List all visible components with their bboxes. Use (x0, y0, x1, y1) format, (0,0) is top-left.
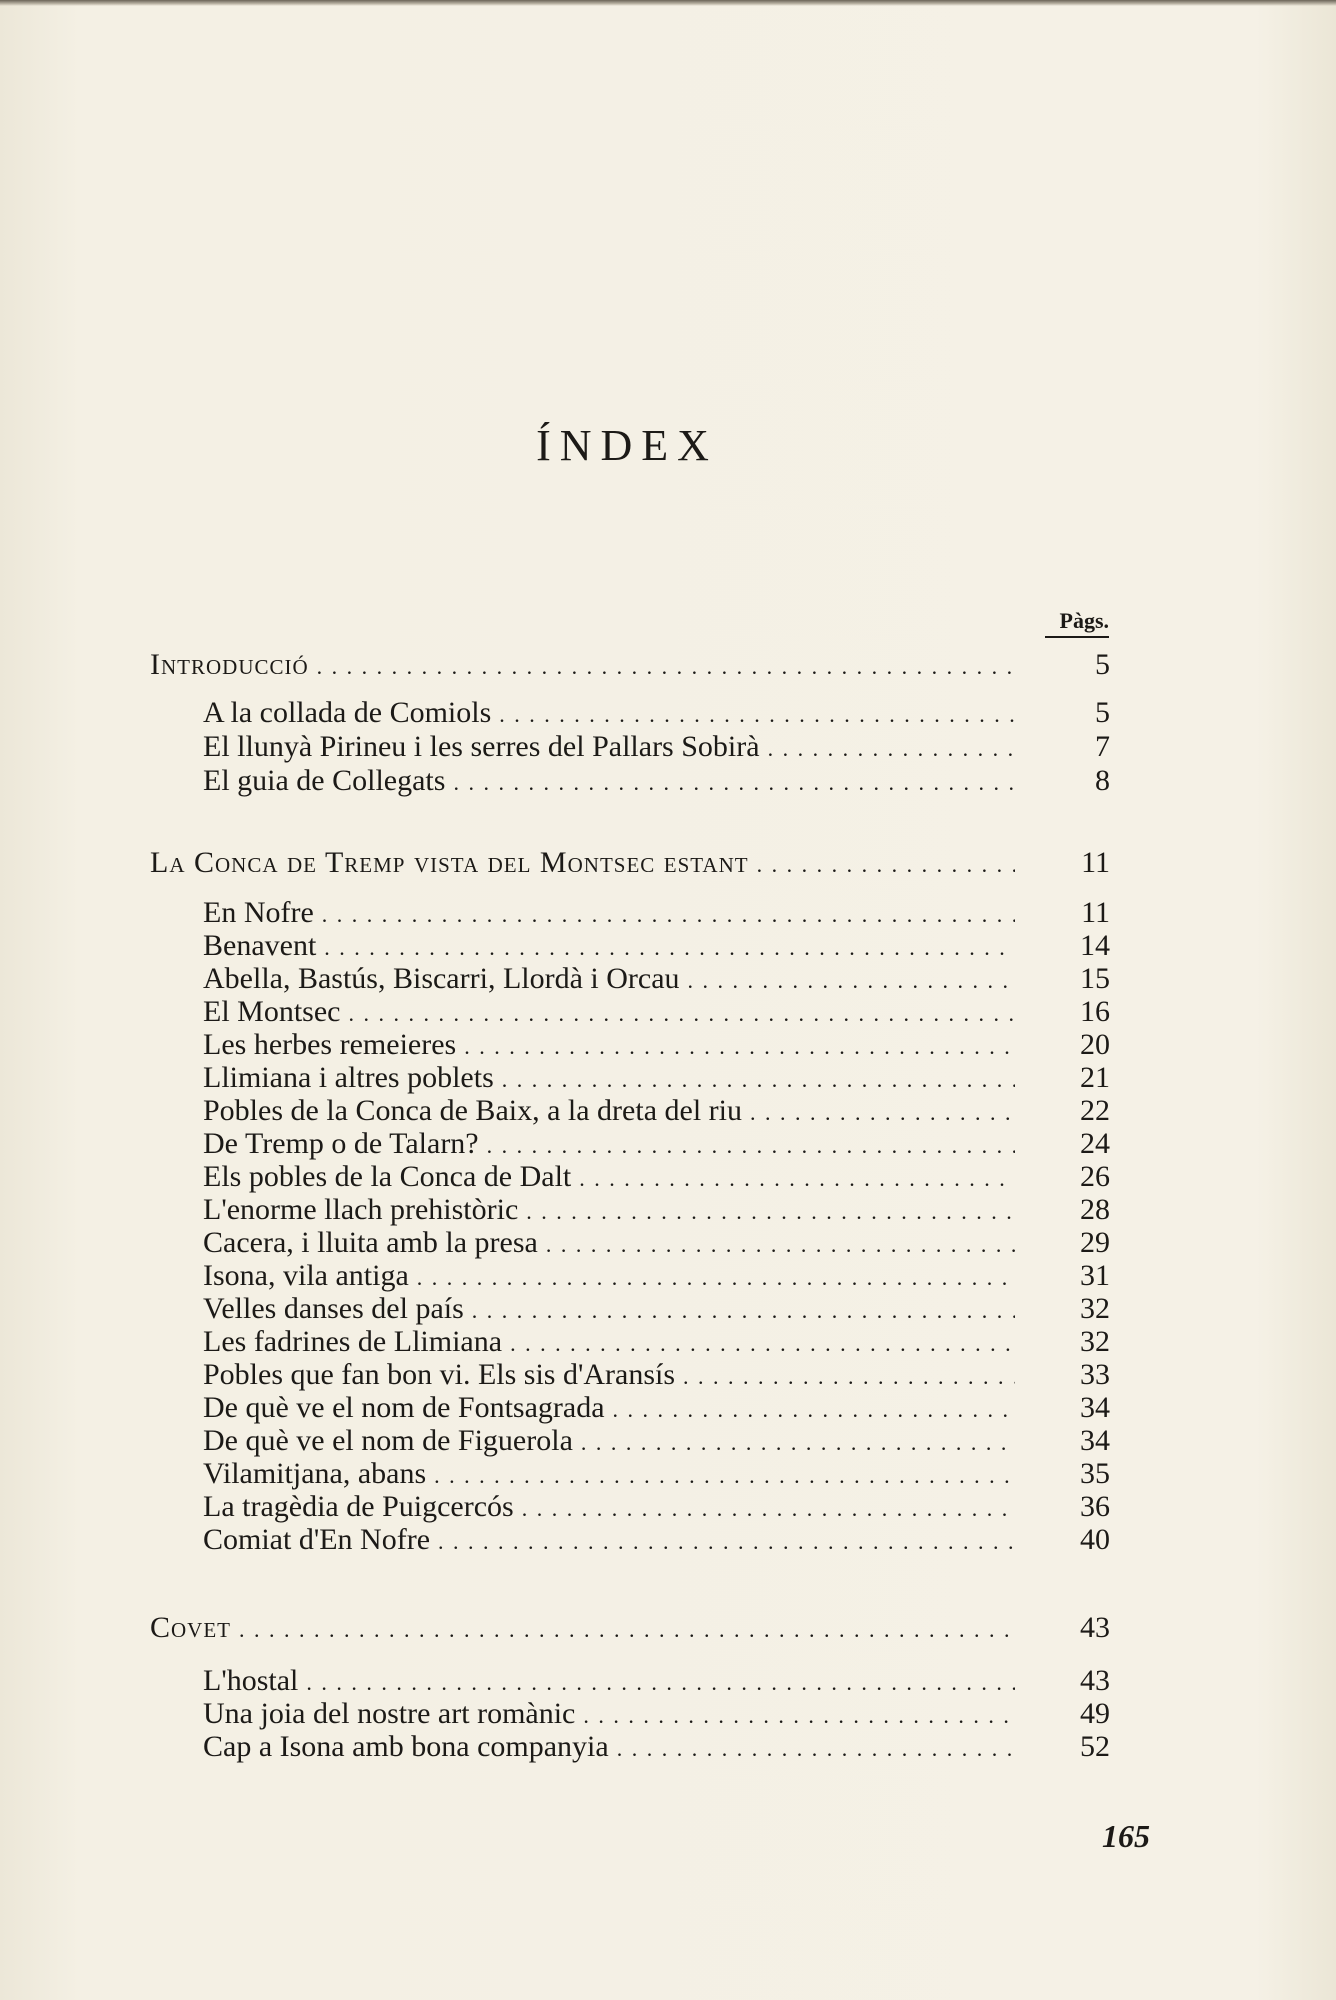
dot-leader (546, 1228, 1015, 1262)
toc-page-number: 26 (1080, 1160, 1110, 1193)
toc-page-number: 16 (1080, 995, 1110, 1028)
toc-item[interactable] (203, 1292, 1110, 1326)
dot-leader (683, 1360, 1015, 1394)
toc-item-title: A la collada de Comiols (203, 696, 492, 729)
toc-section-title: La Conca de Tremp vista del Montsec estant (150, 846, 749, 879)
toc-item-title: De Tremp o de Talarn? (203, 1127, 479, 1160)
dot-leader (522, 1492, 1015, 1526)
toc-page-number: 20 (1080, 1028, 1110, 1061)
toc-item-title: De què ve el nom de Figuerola (203, 1424, 573, 1457)
toc-item[interactable] (203, 1028, 1110, 1062)
toc-item-title: L'hostal (203, 1664, 299, 1697)
toc-item[interactable] (203, 995, 1110, 1029)
toc-page-number: 52 (1080, 1730, 1110, 1763)
toc-page-number: 24 (1080, 1127, 1110, 1160)
toc-item-title: Cap a Isona amb bona companyia (203, 1730, 609, 1763)
dot-leader (317, 650, 1015, 684)
toc-item-title: Isona, vila antiga (203, 1259, 409, 1292)
toc-item[interactable] (203, 1391, 1110, 1425)
dot-leader (322, 898, 1015, 932)
toc-page-number: 29 (1080, 1226, 1110, 1259)
dot-leader (768, 732, 1015, 766)
toc-page-number: 36 (1080, 1490, 1110, 1523)
toc-page-number: 11 (1081, 896, 1110, 929)
toc-item[interactable] (203, 1094, 1110, 1128)
toc-item-title: Vilamitjana, abans (203, 1457, 427, 1490)
dot-leader (510, 1327, 1015, 1361)
dot-leader (750, 1096, 1015, 1130)
toc-page-number: 32 (1080, 1292, 1110, 1325)
toc-page-number: 8 (1095, 764, 1110, 797)
dot-leader (617, 1732, 1015, 1766)
toc-item-title: L'enorme llach prehistòric (203, 1193, 519, 1226)
dot-leader (324, 931, 1015, 965)
dot-leader (348, 997, 1015, 1031)
dot-leader (583, 1699, 1015, 1733)
toc-item[interactable] (203, 1358, 1110, 1392)
toc-item-title: Velles danses del país (203, 1292, 464, 1325)
toc-item-title: Pobles de la Conca de Baix, a la dreta del riu (203, 1094, 742, 1127)
toc-item-title: De què ve el nom de Fontsagrada (203, 1391, 605, 1424)
toc-item[interactable] (203, 1193, 1110, 1227)
pages-column-header: Pàgs. (1045, 608, 1109, 638)
toc-item-title: Llimiana i altres poblets (203, 1061, 494, 1094)
toc-page-number: 11 (1081, 846, 1110, 879)
toc-item[interactable] (203, 929, 1110, 963)
dot-leader (487, 1129, 1015, 1163)
toc-item-title: El guia de Collegats (203, 764, 446, 797)
toc-section-title: Covet (150, 1611, 231, 1644)
toc-page-number: 32 (1080, 1325, 1110, 1358)
dot-leader (434, 1459, 1015, 1493)
dot-leader (464, 1030, 1015, 1064)
dot-leader (306, 1666, 1015, 1700)
toc-item-title: El Montsec (203, 995, 341, 1028)
dot-leader (757, 848, 1015, 882)
toc-page-number: 40 (1080, 1523, 1110, 1556)
toc-page-number: 31 (1080, 1259, 1110, 1292)
dot-leader (688, 964, 1015, 998)
toc-item[interactable] (203, 896, 1110, 930)
dot-leader (526, 1195, 1015, 1229)
toc-item[interactable] (203, 1325, 1110, 1359)
toc-page-number: 14 (1080, 929, 1110, 962)
dot-leader (472, 1294, 1015, 1328)
toc-item[interactable] (203, 1697, 1110, 1731)
dot-leader (579, 1162, 1015, 1196)
toc-section-title: Introducció (150, 648, 309, 681)
toc-page-number: 35 (1080, 1457, 1110, 1490)
toc-item[interactable] (203, 1160, 1110, 1194)
toc-item[interactable] (203, 1424, 1110, 1458)
page-top-edge (0, 0, 1336, 6)
toc-page-number: 34 (1080, 1391, 1110, 1424)
toc-page-number: 34 (1080, 1424, 1110, 1457)
toc-item[interactable] (203, 1664, 1110, 1698)
dot-leader (581, 1426, 1015, 1460)
page-folio-number: 165 (1102, 1818, 1150, 1854)
toc-page-number: 7 (1095, 730, 1110, 763)
page-title: ÍNDEX (536, 421, 718, 470)
toc-item-title: Benavent (203, 929, 317, 962)
toc-item-title: Els pobles de la Conca de Dalt (203, 1160, 572, 1193)
toc-item-title: Una joia del nostre art romànic (203, 1697, 576, 1730)
toc-item[interactable] (203, 1457, 1110, 1491)
toc-item-title: El llunyà Pirineu i les serres del Pallars Sobirà (203, 730, 760, 763)
toc-item-title: La tragèdia de Puigcercós (203, 1490, 514, 1523)
toc-page-number: 43 (1080, 1611, 1110, 1644)
toc-item[interactable] (203, 730, 1110, 764)
toc-page-number: 15 (1080, 962, 1110, 995)
dot-leader (613, 1393, 1015, 1427)
dot-leader (502, 1063, 1015, 1097)
toc-item[interactable] (203, 1127, 1110, 1161)
toc-item[interactable] (203, 1523, 1110, 1557)
dot-leader (453, 766, 1015, 800)
toc-page-number: 22 (1080, 1094, 1110, 1127)
toc-item[interactable] (203, 1730, 1110, 1764)
dot-leader (499, 698, 1015, 732)
toc-item-title: Comiat d'En Nofre (203, 1523, 431, 1556)
toc-page-number: 5 (1095, 648, 1110, 681)
toc-item[interactable] (203, 1490, 1110, 1524)
toc-item-title: Cacera, i lluita amb la presa (203, 1226, 538, 1259)
toc-page-number: 5 (1095, 696, 1110, 729)
toc-item[interactable] (203, 1226, 1110, 1260)
toc-page-number: 49 (1080, 1697, 1110, 1730)
dot-leader (438, 1525, 1015, 1559)
toc-page-number: 43 (1080, 1664, 1110, 1697)
toc-section[interactable] (150, 1611, 1110, 1645)
dot-leader (417, 1261, 1015, 1295)
toc-item[interactable] (203, 696, 1110, 730)
toc-page-number: 28 (1080, 1193, 1110, 1226)
toc-item[interactable] (203, 1061, 1110, 1095)
dot-leader (239, 1613, 1015, 1647)
toc-page-number: 33 (1080, 1358, 1110, 1391)
toc-section[interactable] (150, 648, 1110, 682)
toc-section[interactable] (150, 846, 1110, 880)
toc-item[interactable] (203, 764, 1110, 798)
toc-item-title: Les herbes remeieres (203, 1028, 457, 1061)
toc-item-title: Pobles que fan bon vi. Els sis d'Aransís (203, 1358, 676, 1391)
toc-item-title: Les fadrines de Llimiana (203, 1325, 503, 1358)
toc-page-number: 21 (1080, 1061, 1110, 1094)
toc-item[interactable] (203, 1259, 1110, 1293)
toc-item-title: Abella, Bastús, Biscarri, Llordà i Orcau (203, 962, 680, 995)
toc-item[interactable] (203, 962, 1110, 996)
toc-item-title: En Nofre (203, 896, 314, 929)
